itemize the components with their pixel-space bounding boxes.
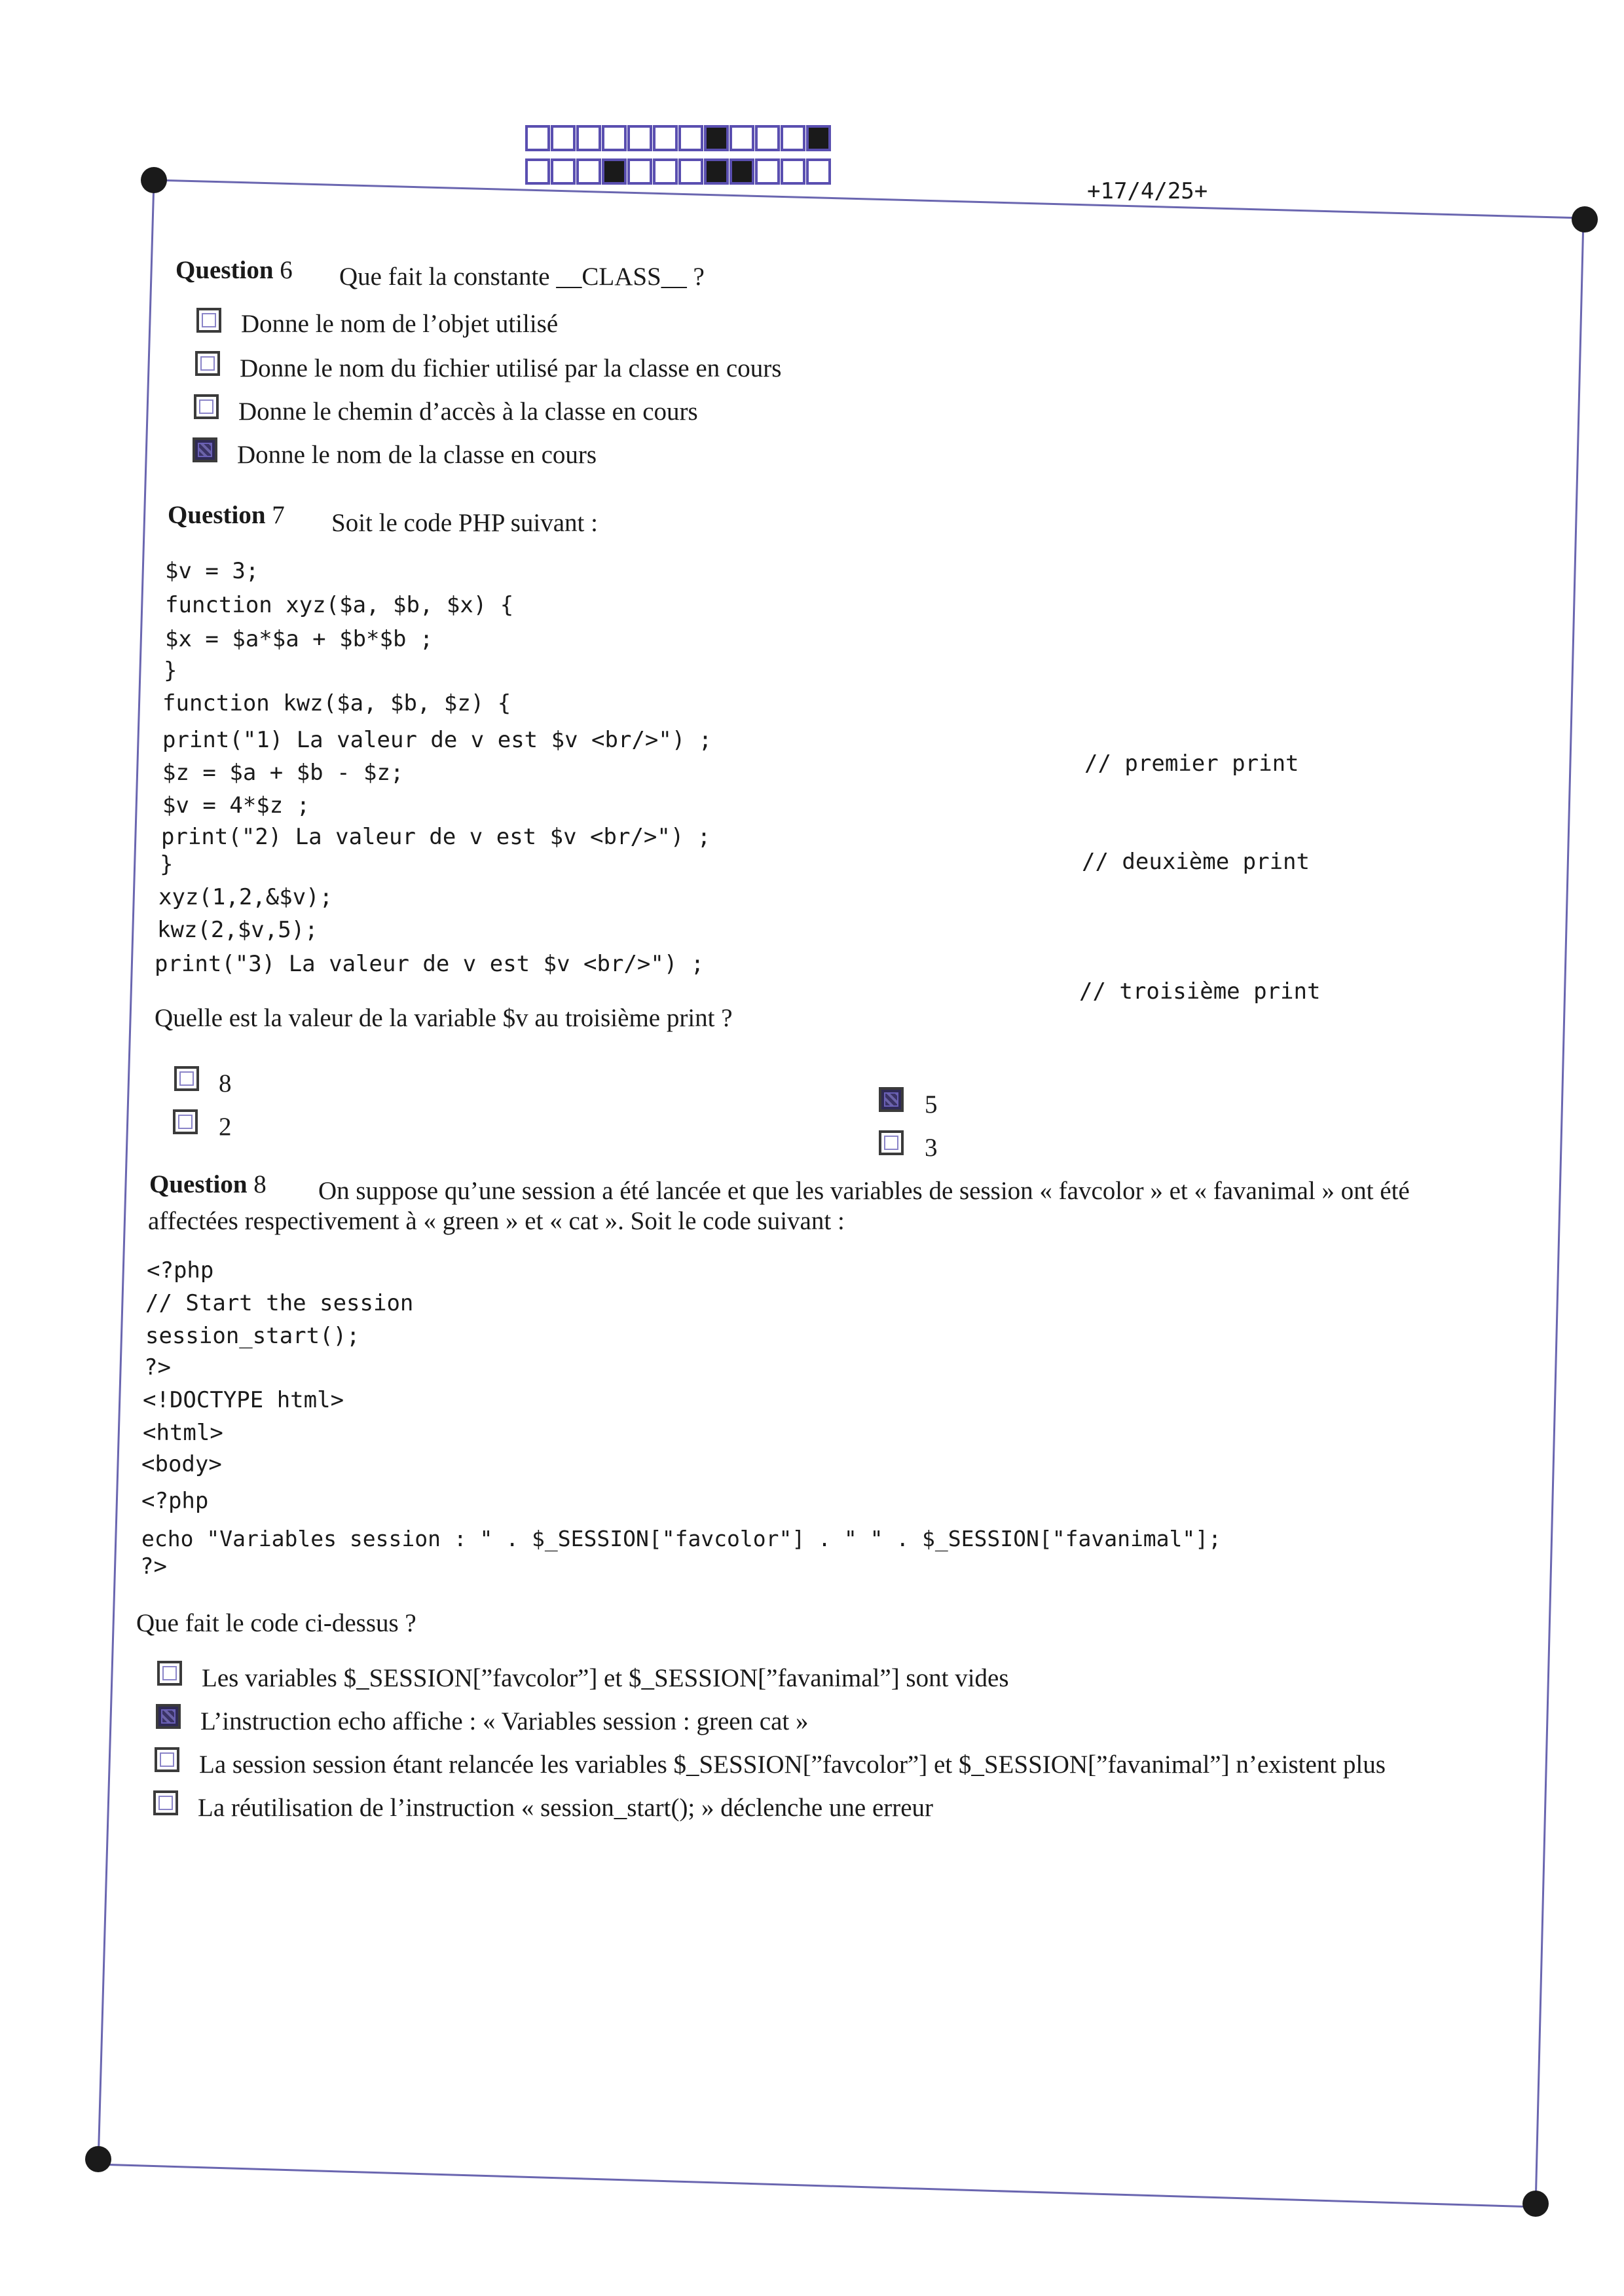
question-7-heading: [168, 500, 285, 530]
barcode-cell: [680, 126, 702, 150]
barcode-cell: [526, 126, 549, 150]
barcode-cell: [552, 126, 574, 150]
question-label: Question: [149, 1170, 248, 1198]
question-number: 6: [280, 256, 293, 284]
question-6-heading: [175, 255, 293, 285]
q7-option-2-checkbox[interactable]: [173, 1109, 198, 1134]
q6-option-2-label: Donne le nom du fichier utilisé par la classe en cours: [240, 354, 782, 382]
q7-comment-1: // premier print: [1084, 750, 1299, 777]
barcode-cell: [526, 160, 549, 183]
q8-prompt: Que fait le code ci-dessus ?: [136, 1609, 416, 1637]
barcode-cell: [731, 160, 753, 183]
q8-code-line-6: <html>: [143, 1420, 223, 1446]
q7-option-2-label: 2: [219, 1113, 232, 1141]
q7-code-line-8: $v = 4*$z ;: [162, 792, 310, 819]
q7-code-line-10: }: [160, 851, 174, 878]
q7-code-line-12: kwz(2,$v,5);: [157, 917, 318, 943]
q8-option-4-checkbox[interactable]: [153, 1790, 178, 1815]
q8-code-line-4: ?>: [144, 1354, 171, 1380]
q8-code-line-7: <body>: [141, 1451, 222, 1477]
barcode-cell: [654, 126, 676, 150]
q6-option-4-label: Donne le nom de la classe en cours: [237, 441, 597, 469]
corner-mark-bottom-right: [1522, 2191, 1549, 2217]
question-8-text-line-2: affectées respectivement à « green » et « cat ». Soit le code suivant :: [148, 1207, 845, 1235]
q7-code-line-2: function xyz($a, $b, $x) {: [165, 592, 514, 618]
barcode-cell: [578, 160, 600, 183]
q7-comment-2: // deuxième print: [1082, 849, 1310, 875]
question-label: Question: [168, 501, 266, 529]
q6-option-3-checkbox[interactable]: [194, 394, 219, 419]
q7-option-5-checkbox[interactable]: [879, 1087, 904, 1112]
q7-code-line-9: print("2) La valeur de v est $v <br/>") ;: [161, 824, 711, 850]
barcode-cell: [680, 160, 702, 183]
q7-code-line-13: print("3) La valeur de v est $v <br/>") ;: [155, 951, 705, 977]
q8-option-2-checkbox[interactable]: [156, 1704, 181, 1729]
q6-option-4-checkbox[interactable]: [193, 437, 217, 462]
q8-code-line-10: ?>: [140, 1553, 167, 1580]
q8-option-4-label: La réutilisation de l’instruction « session_start(); » déclenche une erreur: [198, 1794, 934, 1822]
q6-option-2-checkbox[interactable]: [195, 351, 220, 376]
q6-option-3-label: Donne le chemin d’accès à la classe en cours: [238, 398, 698, 426]
q8-code-line-2: // Start the session: [145, 1290, 414, 1316]
barcode-cell: [603, 160, 625, 183]
q7-option-8-label: 8: [219, 1069, 232, 1098]
q7-code-line-6: print("1) La valeur de v est $v <br/>") ;: [162, 727, 712, 753]
question-7-text: Soit le code PHP suivant :: [331, 509, 598, 537]
q8-option-3-label: La session session étant relancée les variables $_SESSION[”favcolor”] et $_SESSION[”favanimal”] n’existent plus: [199, 1750, 1386, 1779]
barcode-cell: [629, 126, 651, 150]
q8-code-line-3: session_start();: [145, 1323, 360, 1349]
barcode-cell: [629, 160, 651, 183]
question-number: 8: [253, 1170, 267, 1198]
q7-option-3-checkbox[interactable]: [879, 1130, 904, 1155]
barcode-cell: [705, 126, 728, 150]
q7-option-8-checkbox[interactable]: [174, 1066, 199, 1091]
barcode-cell: [807, 126, 830, 150]
q6-option-1-label: Donne le nom de l’objet utilisé: [241, 310, 559, 338]
question-6-text: Que fait la constante __CLASS__ ?: [339, 263, 705, 291]
barcode-cell: [782, 126, 804, 150]
corner-mark-top-right: [1572, 206, 1598, 232]
q7-code-line-3: $x = $a*$a + $b*$b ;: [165, 626, 434, 652]
q8-option-3-checkbox[interactable]: [155, 1747, 179, 1772]
barcode-cell: [807, 160, 830, 183]
q7-code-line-5: function kwz($a, $b, $z) {: [162, 690, 511, 716]
q8-option-1-label: Les variables $_SESSION[”favcolor”] et $_SESSION[”favanimal”] sont vides: [202, 1664, 1009, 1692]
barcode-cell: [552, 160, 574, 183]
page-id: +17/4/25+: [1087, 178, 1208, 204]
q7-code-line-11: xyz(1,2,&$v);: [158, 884, 333, 910]
barcode-cell: [578, 126, 600, 150]
question-8-heading: [149, 1170, 267, 1199]
q7-code-line-4: }: [164, 657, 177, 684]
barcode-cell: [705, 160, 728, 183]
q8-option-1-checkbox[interactable]: [157, 1661, 182, 1686]
q8-code-line-1: <?php: [147, 1257, 214, 1284]
barcode-cell: [756, 160, 779, 183]
barcode-cell: [756, 126, 779, 150]
barcode-cell: [603, 126, 625, 150]
q7-code-line-1: $v = 3;: [165, 558, 259, 584]
q8-code-line-8: <?php: [141, 1488, 209, 1514]
barcode-grid: [526, 126, 830, 183]
q7-prompt: Quelle est la valeur de la variable $v au troisième print ?: [155, 1004, 733, 1032]
q8-code-line-5: <!DOCTYPE html>: [143, 1387, 344, 1413]
barcode-cell: [654, 160, 676, 183]
question-label: Question: [175, 256, 274, 284]
corner-mark-top-left: [141, 167, 167, 193]
q7-comment-3: // troisième print: [1079, 978, 1321, 1005]
barcode-cell: [782, 160, 804, 183]
barcode-cell: [731, 126, 753, 150]
q6-option-1-checkbox[interactable]: [196, 308, 221, 333]
corner-mark-bottom-left: [85, 2146, 111, 2172]
question-number: 7: [272, 501, 285, 529]
q8-option-2-label: L’instruction echo affiche : « Variables session : green cat »: [200, 1707, 809, 1735]
question-8-text-line-1: On suppose qu’une session a été lancée et que les variables de session « favcolor » et « favanimal » ont été: [318, 1177, 1410, 1205]
q7-option-3-label: 3: [925, 1134, 938, 1162]
q8-code-line-9: echo "Variables session : " . $_SESSION["favcolor"] . " " . $_SESSION["favanimal"];: [141, 1526, 1222, 1551]
q7-code-line-7: $z = $a + $b - $z;: [162, 760, 404, 786]
q7-option-5-label: 5: [925, 1090, 938, 1119]
